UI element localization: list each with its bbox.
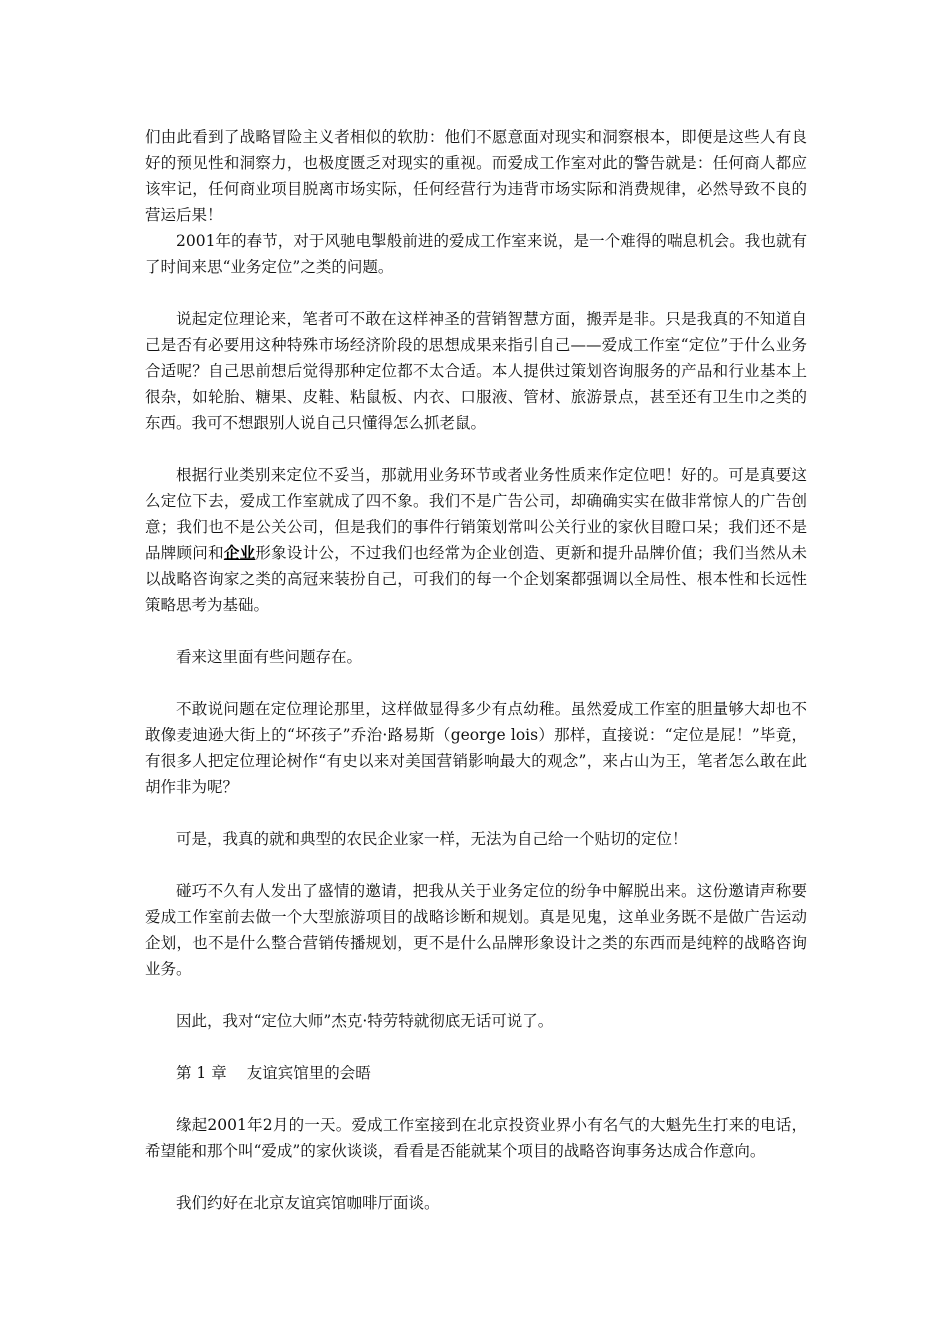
paragraph-1: 们由此看到了战略冒险主义者相似的软肋：他们不愿意面对现实和洞察根本，即便是这些人有良好的预见性和洞察力，也极度匮乏对现实的重视。而爱成工作室对此的警告就是：任何商人都应该牢记，任何商业项目脱离市场实际，任何经营行为违背市场实际和消费规律，必然导致不良的营运后果！ [145, 128, 807, 224]
paragraph-3: 说起定位理论来，笔者可不敢在这样神圣的营销智慧方面，搬弄是非。只是我真的不知道自己是否有必要用这种特殊市场经济阶段的思想成果来指引自己——爱成工作室“定位”于什么业务合适呢？自己思前想后觉得那种定位都不太合适。本人提供过策划咨询服务的产品和行业基本上很杂，如轮胎、糖果、皮鞋、粘鼠板、内衣、口服液、管材、旅游景点，甚至还有卫生巾之类的东西。我可不想跟别人说自己只懂得怎么抓老鼠。 [145, 310, 807, 432]
paragraph-4-after: 形象设计公，不过我们也经常为企业创造、更新和提升品牌价值；我们当然从未以战略咨询家之类的高冠来装扮自己，可我们的每一个企划案都强调以全局性、根本性和长远性策略思考为基础。 [145, 544, 807, 614]
paragraph-5: 看来这里面有些问题存在。 [176, 648, 363, 666]
enterprise-link[interactable]: 企业 [223, 543, 256, 562]
paragraph-9: 因此，我对“定位大师”杰克·特劳特就彻底无话可说了。 [176, 1012, 554, 1030]
paragraph-6: 不敢说问题在定位理论那里，这样做显得多少有点幼稚。虽然爱成工作室的胆量够大却也不敢像麦迪逊大街上的“坏孩子”乔治·路易斯（george lois）那样，直接说：“定位是屁！”毕竟，有很多人把定位理论树作“有史以来对美国营销影响最大的观念”，来占山为王，笔者怎么敢在此胡作非为呢？ [145, 700, 807, 796]
chapter-title: 友谊宾馆里的会晤 [246, 1064, 371, 1082]
paragraph-8: 碰巧不久有人发出了盛情的邀请，把我从关于业务定位的纷争中解脱出来。这份邀请声称要爱成工作室前去做一个大型旅游项目的战略诊断和规划。真是见鬼，这单业务既不是做广告运动企划，也不是什么整合营销传播规划，更不是什么品牌形象设计之类的东西而是纯粹的战略咨询业务。 [145, 882, 807, 978]
paragraph-11: 缘起2001年2月的一天。爱成工作室接到在北京投资业界小有名气的大魁先生打来的电话，希望能和那个叫“爱成”的家伙谈谈，看看是否能就某个项目的战略咨询事务达成合作意向。 [145, 1116, 807, 1160]
chapter-heading [145, 1060, 807, 1086]
paragraph-2: 2001年的春节，对于风驰电掣般前进的爱成工作室来说，是一个难得的喘息机会。我也就有了时间来思“业务定位”之类的问题。 [145, 232, 807, 276]
paragraph-12: 我们约好在北京友谊宾馆咖啡厅面谈。 [176, 1194, 440, 1212]
chapter-label: 第 1 章 [176, 1064, 227, 1082]
paragraph-4 [145, 462, 807, 618]
paragraph-4-before: 根据行业类别来定位不妥当，那就用业务环节或者业务性质来作定位吧！好的。可是真要这么定位下去，爱成工作室就成了四不象。我们不是广告公司，却确确实实在做非常惊人的广告创意；我们也不是公关公司，但是我们的事件行销策划常叫公关行业的家伙目瞪口呆；我们还不是品牌顾问和 [145, 466, 807, 562]
paragraph-7: 可是，我真的就和典型的农民企业家一样，无法为自己给一个贴切的定位！ [176, 830, 688, 848]
document-body [145, 124, 807, 1216]
